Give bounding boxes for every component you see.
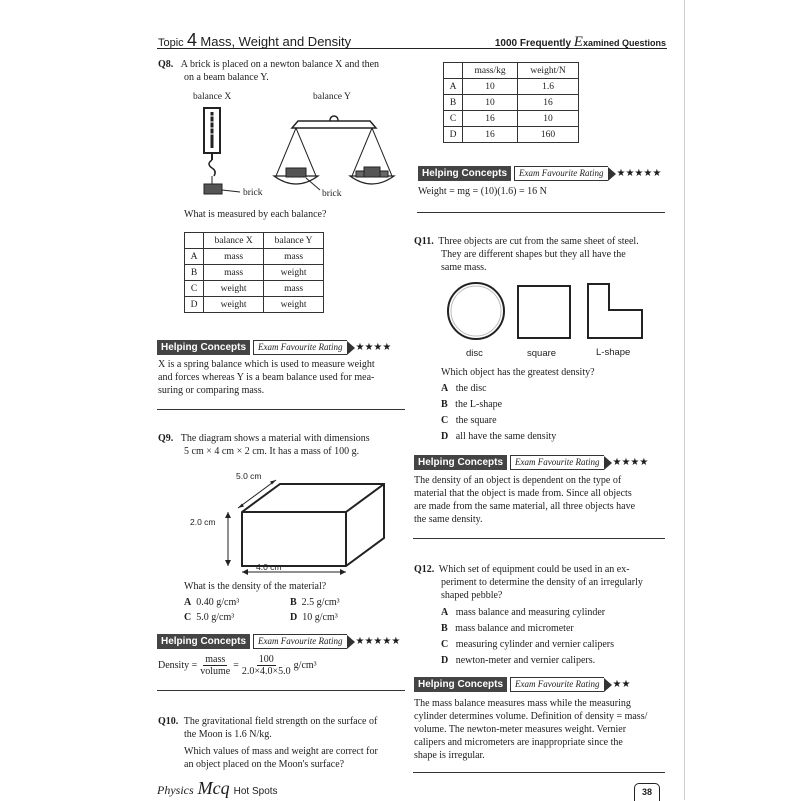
brick-label-2: brick <box>322 189 342 199</box>
divider <box>157 409 405 410</box>
q11-option-c: C the square <box>441 415 497 426</box>
helping-label: Helping Concepts <box>418 166 511 181</box>
q10-stem <box>158 715 377 729</box>
table-row <box>185 233 324 249</box>
table-row <box>444 63 579 79</box>
q12-stem <box>414 563 630 577</box>
q9-stem <box>158 432 370 446</box>
q11-option-a: A the disc <box>441 383 487 394</box>
brand-hotspots: Hot Spots <box>233 786 278 797</box>
q8-question: What is measured by each balance? <box>184 209 327 220</box>
q10-text-2: the Moon is 1.6 N/kg. <box>184 729 272 740</box>
table-row: B mass weight <box>185 265 324 281</box>
page-edge <box>684 0 685 800</box>
q11-concept-2: material that the object is made from. Since all objects <box>414 488 632 499</box>
fraction-values: $\frac{100}{2.0\times 4.0\times 5.0}$ <box>241 654 291 677</box>
q12-helping-concepts <box>414 677 630 692</box>
q9-option-c: C 5.0 g/cm³ <box>184 612 235 623</box>
topic-word: Topic <box>158 37 184 49</box>
beam-balance <box>274 116 394 190</box>
density-unit: g/cm³ <box>293 660 317 671</box>
favourite-rating-label: Exam Favourite Rating <box>253 340 346 355</box>
header-rule <box>157 48 667 49</box>
favourite-rating-label: Exam Favourite Rating <box>510 455 603 470</box>
q12-option-d: D newton-meter and vernier calipers. <box>441 655 596 666</box>
q12-concept-3: volume. The newton-meter measures weight. Vernier <box>414 724 627 735</box>
shapes-diagram <box>445 280 645 342</box>
l-shape-label: L-shape <box>596 347 631 358</box>
q11-question: Which object has the greatest density? <box>441 367 595 378</box>
favourite-rating-label: Exam Favourite Rating <box>510 677 603 692</box>
q8-concept-2: and forces whereas Y is a beam balance used for mea- <box>158 372 375 383</box>
page-number: 38 <box>634 783 660 801</box>
table-row: C 16 10 <box>444 111 579 127</box>
q8-concept-1: X is a spring balance which is used to measure weight <box>158 359 375 370</box>
disc-shape <box>448 283 504 339</box>
q10-text-3: Which values of mass and weight are correct for <box>184 746 378 757</box>
density-label: Density = <box>158 660 198 671</box>
series-prefix: 1000 Frequently <box>494 38 572 49</box>
divider <box>417 212 665 213</box>
q11-concept-4: the same density. <box>414 514 483 525</box>
helping-label: Helping Concepts <box>414 677 507 692</box>
topic-number: 4 <box>187 30 198 50</box>
q10-number: Q10. <box>158 716 179 727</box>
table-header: balance Y <box>264 233 324 249</box>
balance-x-label: balance X <box>193 92 232 102</box>
divider <box>413 538 665 539</box>
star-rating: ★★★★★ <box>616 168 662 179</box>
table-row: B 10 16 <box>444 95 579 111</box>
q8-number: Q8. <box>158 59 174 70</box>
q12-text-3: shaped pebble? <box>441 590 503 601</box>
q8-stem <box>158 58 379 72</box>
dim-top: 5.0 cm <box>236 471 262 481</box>
disc-label: disc <box>466 348 483 359</box>
q11-concept-1: The density of an object is dependent on the type of <box>414 475 622 486</box>
square-label: square <box>527 348 557 359</box>
q12-option-c: C measuring cylinder and vernier calipers <box>441 639 615 650</box>
q9-option-d: D 10 g/cm³ <box>290 612 338 623</box>
q9-question: What is the density of the material? <box>184 581 327 592</box>
q9-text-2: 5 cm × 4 cm × 2 cm. It has a mass of 100 g. <box>184 446 360 457</box>
q12-option-a: A mass balance and measuring cylinder <box>441 607 606 618</box>
table-row: A 10 1.6 <box>444 79 579 95</box>
q8-text-2: on a beam balance Y. <box>184 72 269 83</box>
q8-helping-concepts <box>157 340 391 355</box>
brick-label-1: brick <box>243 188 263 198</box>
series-rest: xamined Questions <box>582 38 666 48</box>
q8-text-1: A brick is placed on a newton balance X and then <box>180 59 380 70</box>
density-formula <box>158 654 317 677</box>
l-shape <box>588 284 642 338</box>
arrow-icon <box>604 456 612 470</box>
table-row: D weight weight <box>185 297 324 313</box>
topic-title: Mass, Weight and Density <box>200 34 352 49</box>
q11-option-d: D all have the same density <box>441 431 557 442</box>
q11-option-b: B the L-shape <box>441 399 503 410</box>
square-shape <box>518 286 570 338</box>
star-rating: ★★★★★ <box>355 636 401 647</box>
helping-label: Helping Concepts <box>157 340 250 355</box>
star-rating: ★★★★ <box>355 342 392 353</box>
q12-option-b: B mass balance and micrometer <box>441 623 574 634</box>
dim-left: 2.0 cm <box>190 517 216 527</box>
q10-text-4: an object placed on the Moon's surface? <box>184 759 345 770</box>
table-header: mass/kg <box>463 63 518 79</box>
helping-label: Helping Concepts <box>157 634 250 649</box>
q11-stem <box>414 235 639 249</box>
q10-table <box>443 62 579 143</box>
q8-table <box>184 232 324 313</box>
q10-concept: Weight = mg = (10)(1.6) = 16 N <box>418 186 547 197</box>
q11-number: Q11. <box>414 236 434 247</box>
q9-text-1: The diagram shows a material with dimensions <box>180 433 370 444</box>
table-row: D 16 160 <box>444 127 579 143</box>
q9-option-b: B 2.5 g/cm³ <box>290 597 340 608</box>
arrow-icon <box>347 635 355 649</box>
equals-sign: = <box>233 660 239 671</box>
fraction-mass-volume: mass volume <box>200 654 231 677</box>
balances-diagram <box>180 100 400 204</box>
q12-text-1: Which set of equipment could be used in an ex- <box>438 564 630 575</box>
favourite-rating-label: Exam Favourite Rating <box>514 166 607 181</box>
table-row: C weight mass <box>185 281 324 297</box>
q9-option-a: A 0.40 g/cm³ <box>184 597 240 608</box>
q10-helping-concepts <box>418 166 661 181</box>
q9-number: Q9. <box>158 433 174 444</box>
table-header: balance X <box>204 233 264 249</box>
q12-concept-5: shape is irregular. <box>414 750 485 761</box>
favourite-rating-label: Exam Favourite Rating <box>253 634 346 649</box>
q12-text-2: periment to determine the density of an irregularly <box>441 577 643 588</box>
arrow-icon <box>347 341 355 355</box>
cuboid <box>242 484 384 566</box>
table-header: weight/N <box>518 63 579 79</box>
q12-concept-1: The mass balance measures mass while the measuring <box>414 698 631 709</box>
newton-balance <box>204 108 240 194</box>
arrow-icon <box>608 167 616 181</box>
q12-number: Q12. <box>414 564 435 575</box>
footer-brand <box>157 778 278 799</box>
q11-helping-concepts <box>414 455 648 470</box>
q11-concept-3: are made from the same material, all three objects have <box>414 501 636 512</box>
star-rating: ★★★★ <box>612 457 649 468</box>
q12-concept-4: calipers and micrometers are inappropriate since the <box>414 737 623 748</box>
brand-physics: Physics <box>157 783 194 797</box>
q9-helping-concepts <box>157 634 400 649</box>
q10-text-1: The gravitational field strength on the surface of <box>183 716 378 727</box>
series-e: E <box>573 34 583 50</box>
divider <box>157 690 405 691</box>
divider <box>413 772 665 773</box>
star-rating: ★★ <box>612 679 631 690</box>
q11-text-1: Three objects are cut from the same sheet of steel. <box>438 236 639 247</box>
table-row: A mass mass <box>185 249 324 265</box>
q12-concept-2: cylinder determines volume. Definition of density = mass/ <box>414 711 648 722</box>
helping-label: Helping Concepts <box>414 455 507 470</box>
q8-concept-3: suring or comparing mass. <box>158 385 265 396</box>
arrow-icon <box>604 678 612 692</box>
dim-bottom: 4.0 cm <box>256 562 282 572</box>
q11-text-3: same mass. <box>441 262 487 273</box>
q11-text-2: They are different shapes but they all have the <box>441 249 626 260</box>
balance-y-label: balance Y <box>313 92 351 102</box>
brand-mcq: Mcq <box>197 778 230 798</box>
